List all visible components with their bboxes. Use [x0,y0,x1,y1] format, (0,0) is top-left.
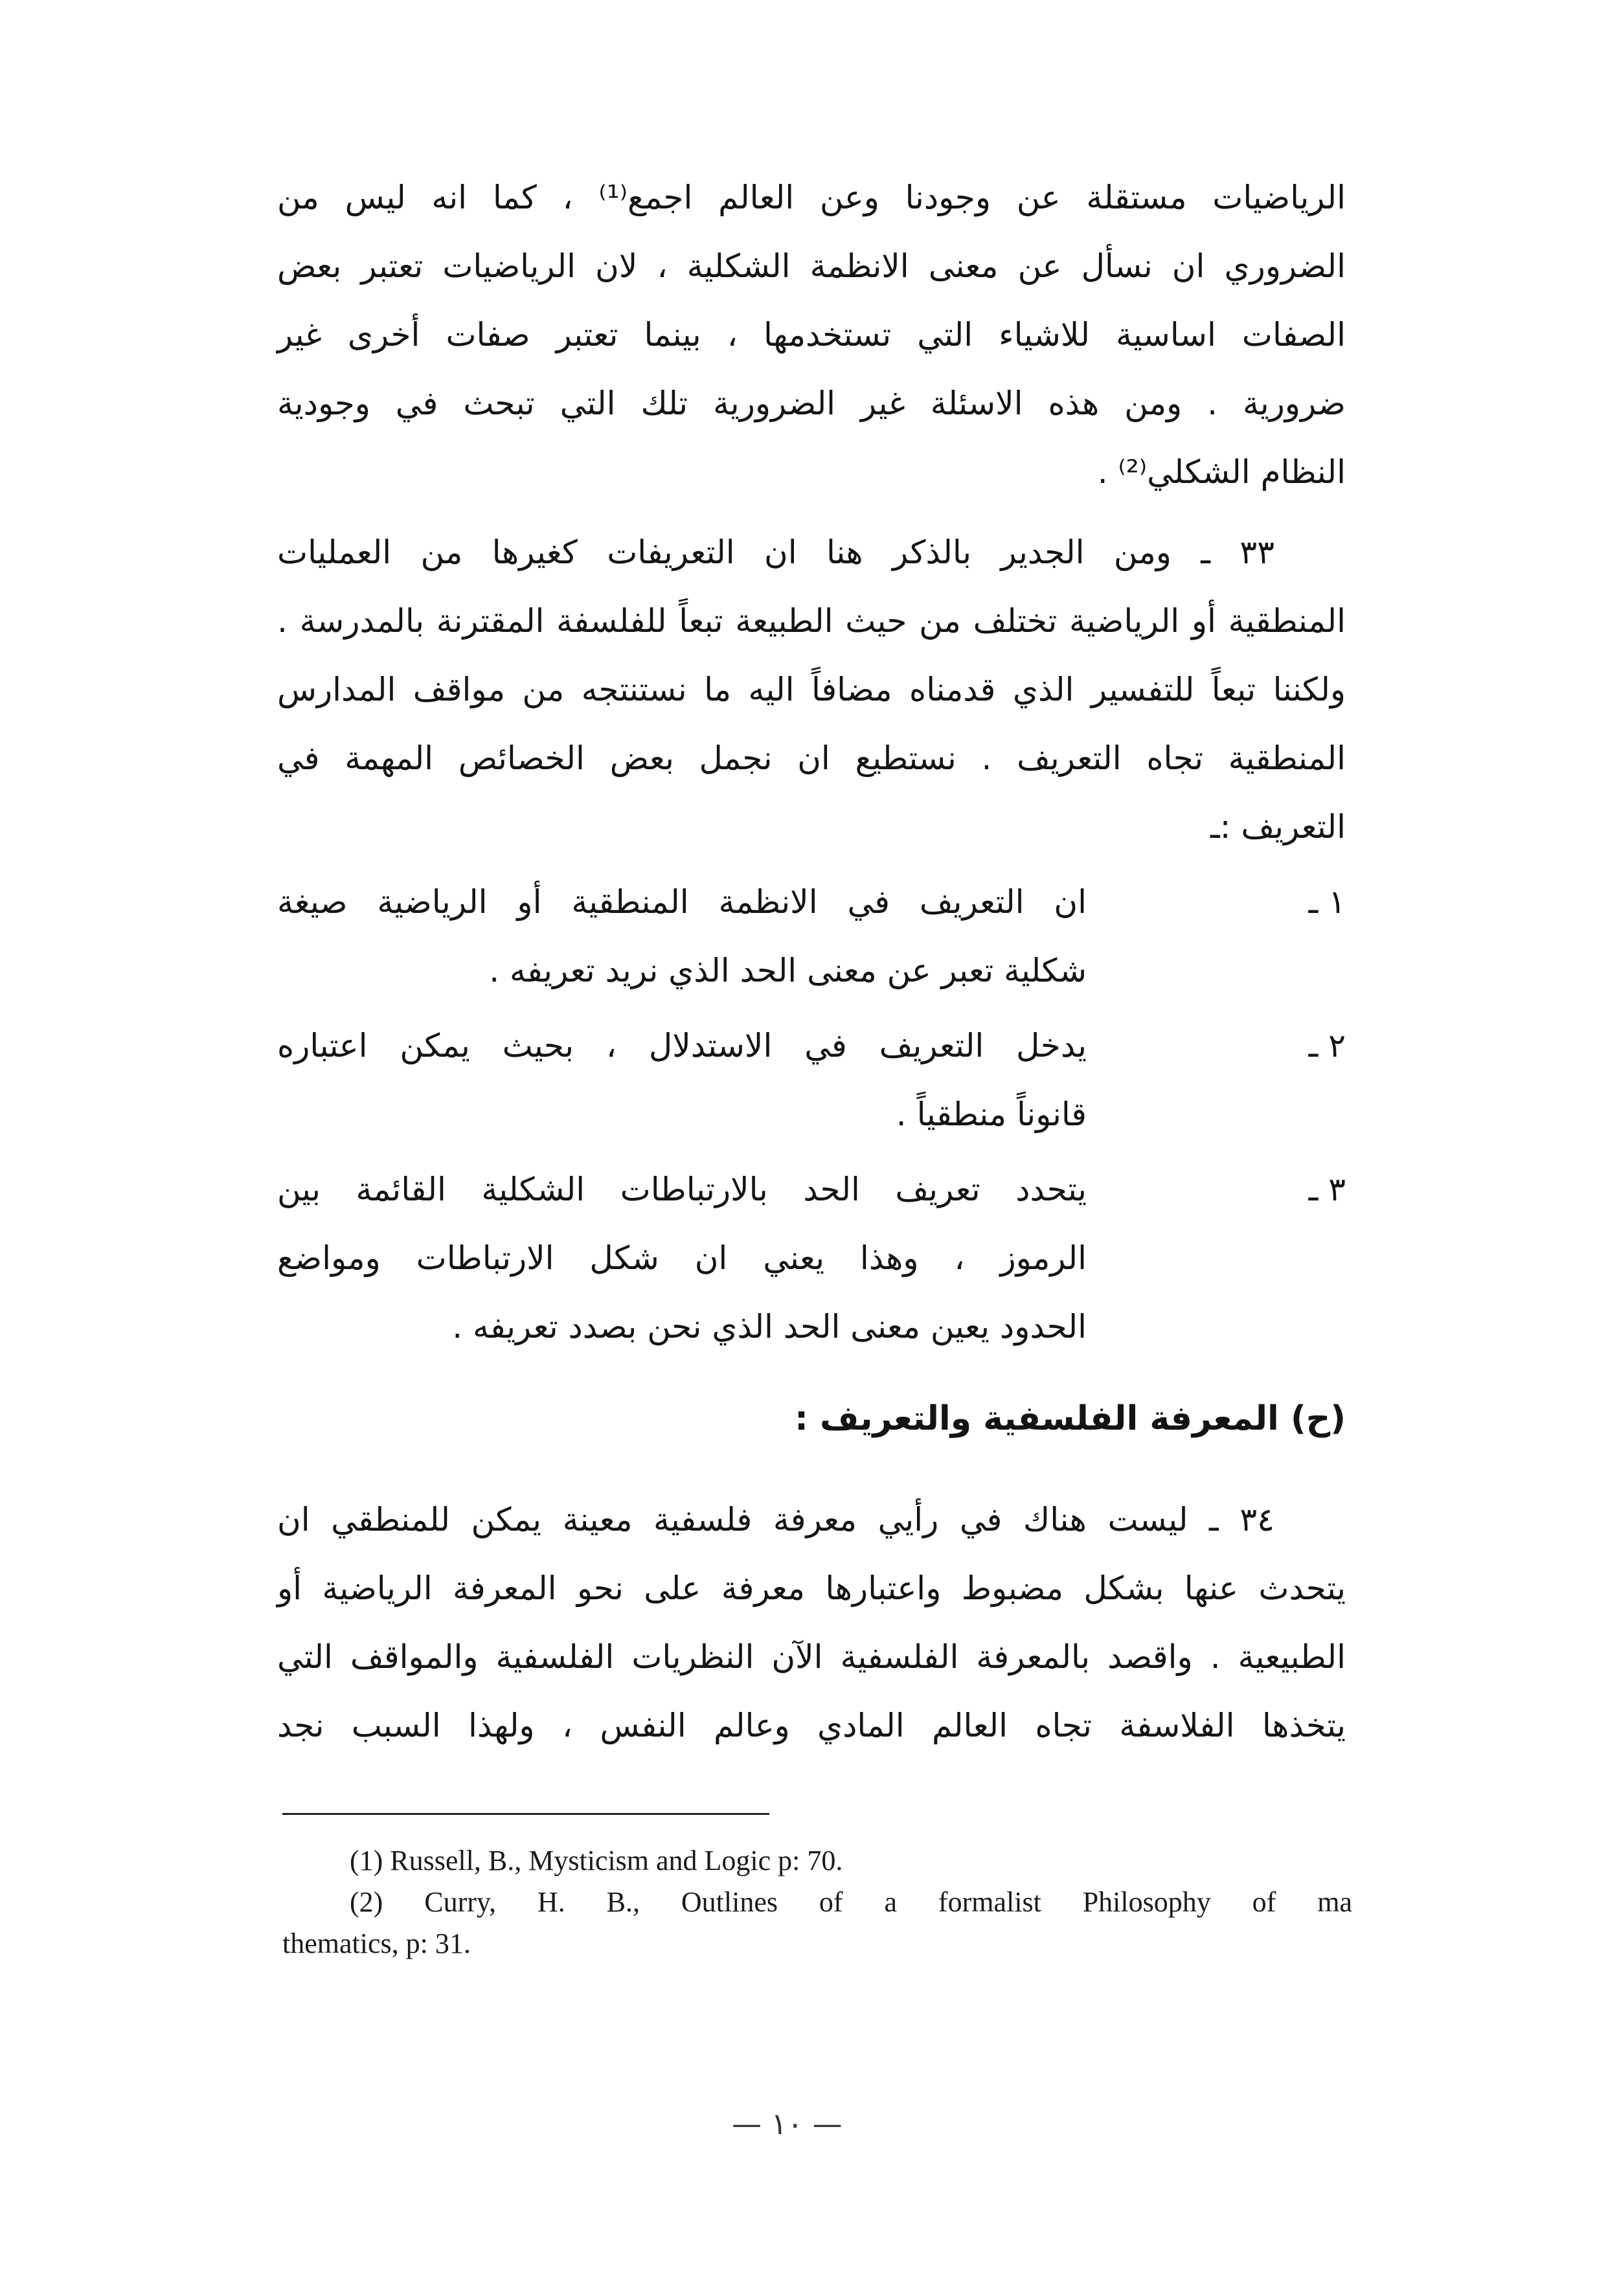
footnote-separator [282,1813,769,1815]
footnote-1: (1) Russell, B., Mysticism and Logic p: 70. [350,1845,843,1876]
section-heading: (ح) المعرفة الفلسفية والتعريف : [795,1399,1346,1438]
list-item-3-line-3: الحدود يعين معنى الحد الذي نحن بصدد تعريفه . [452,1308,1087,1345]
paragraph-34-line-2: يتحدث عنها بشكل مضبوط واعتبارها معرفة على نحو المعرفة الرياضية أو [277,1570,1346,1607]
paragraph-1-line-2: الضروري ان نسأل عن معنى الانظمة الشكلية ، لان الرياضيات تعتبر بعض [277,247,1346,285]
page-number: — ١٠ — [732,2106,843,2141]
paragraph-33-line-3: ولكننا تبعاً للتفسير الذي قدمناه مضافاً اليه ما نستنتجه من مواقف المدارس [277,671,1346,708]
list-item-2-number: ٢ ـ [1308,1027,1346,1064]
list-item-1-line-1: ان التعريف في الانظمة المنطقية أو الرياضية صيغة [277,883,1087,921]
list-item-1-line-2: شكلية تعبر عن معنى الحد الذي نريد تعريفه . [489,952,1087,989]
list-item-3-line-1: يتحدد تعريف الحد بالارتباطات الشكلية القائمة بين [277,1171,1087,1208]
list-item-3-number: ٣ ـ [1308,1171,1346,1208]
paragraph-1-line-3: الصفات اساسية للاشياء التي تستخدمها ، بينما تعتبر صفات أخرى غير [277,316,1346,354]
paragraph-33-line-1: ٣٣ ـ ومن الجدير بالذكر هنا ان التعريفات كغيرها من العمليات [277,534,1274,571]
list-item-3-line-2: الرموز ، وهذا يعني ان شكل الارتباطات ومواضع [277,1239,1087,1277]
list-item-2-line-1: يدخل التعريف في الاستدلال ، بحيث يمكن اعتباره [277,1027,1087,1064]
list-item-2-line-2: قانوناً منطقياً . [896,1096,1087,1133]
paragraph-34-line-1: ٣٤ ـ ليست هناك في رأيي معرفة فلسفية معينة يمكن للمنطقي ان [277,1501,1274,1538]
paragraph-1-line-1: الرياضيات مستقلة عن وجودنا وعن العالم اجمع⁽¹⁾ ، كما انه ليس من [277,179,1346,216]
paragraph-1-line-4: ضرورية . ومن هذه الاسئلة غير الضرورية تلك التي تبحث في وجودية [277,385,1346,422]
footnote-2-continuation: thematics, p: 31. [282,1928,471,1959]
paragraph-33-line-4: المنطقية تجاه التعريف . نستطيع ان نجمل بعض الخصائص المهمة في [277,739,1346,777]
paragraph-33-line-5: التعريف :ـ [1210,808,1346,846]
list-item-1-number: ١ ـ [1308,883,1346,921]
paragraph-34-line-3: الطبيعية . واقصد بالمعرفة الفلسفية الآن النظريات الفلسفية والمواقف التي [277,1638,1346,1676]
paragraph-1-line-5: النظام الشكلي⁽²⁾ . [1097,453,1346,491]
paragraph-33-line-2: المنطقية أو الرياضية تختلف من حيث الطبيعة تبعاً للفلسفة المقترنة بالمدرسة . [277,602,1346,640]
footnote-2: (2) Curry, H. B., Outlines of a formalist Philosophy of ma [350,1886,1352,1918]
paragraph-34-line-4: يتخذها الفلاسفة تجاه العالم المادي وعالم النفس ، ولهذا السبب نجد [277,1707,1346,1744]
